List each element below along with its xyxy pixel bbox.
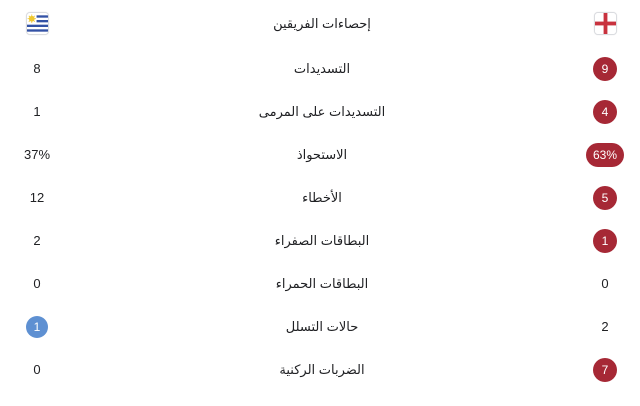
uruguay-flag-cell	[0, 12, 74, 35]
stat-label: البطاقات الصفراء	[274, 232, 370, 248]
uruguay-stat-value: 12	[29, 190, 45, 205]
uruguay-stat-badge: 1	[26, 316, 48, 338]
england-stat-badge: 9	[593, 57, 617, 81]
stat-row-corners	[0, 348, 640, 391]
stat-label: حالات التسلل	[285, 318, 359, 334]
uruguay-stat-value: 1	[33, 104, 41, 119]
stat-row-yellow-cards	[0, 219, 640, 262]
stat-row-possession	[0, 133, 640, 176]
stat-row-fouls	[0, 176, 640, 219]
stats-title: إحصاءات الفريقين	[273, 15, 371, 31]
england-stat-badge: 1	[593, 229, 617, 253]
stat-label: البطاقات الحمراء	[275, 275, 369, 291]
stat-label: الاستحواذ	[296, 146, 348, 162]
uruguay-stat-value: 37%	[23, 147, 51, 162]
uruguay-flag-icon	[26, 12, 49, 35]
stat-row-offsides	[0, 305, 640, 348]
uruguay-stat-value: 2	[33, 233, 41, 248]
england-stat-value: 0	[601, 276, 609, 291]
stat-label: الضربات الركنية	[279, 361, 365, 377]
england-stat-badge: 4	[593, 100, 617, 124]
uruguay-stat-value: 0	[33, 276, 41, 291]
stat-row-shots-on-target	[0, 90, 640, 133]
uruguay-stat-value: 8	[33, 61, 41, 76]
stat-row-shots	[0, 47, 640, 90]
england-flag-cell	[570, 12, 640, 35]
uruguay-stat-value: 0	[33, 362, 41, 377]
stat-label: الأخطاء	[302, 189, 342, 205]
england-stat-badge: 63%	[586, 143, 624, 167]
england-stat-badge: 5	[593, 186, 617, 210]
stat-label: التسديدات	[293, 60, 351, 76]
stat-label: التسديدات على المرمى	[258, 103, 386, 119]
england-stat-value: 2	[601, 319, 609, 334]
england-flag-icon	[594, 12, 617, 35]
stat-row-red-cards	[0, 262, 640, 305]
stats-header	[0, 0, 640, 47]
england-stat-badge: 7	[593, 358, 617, 382]
